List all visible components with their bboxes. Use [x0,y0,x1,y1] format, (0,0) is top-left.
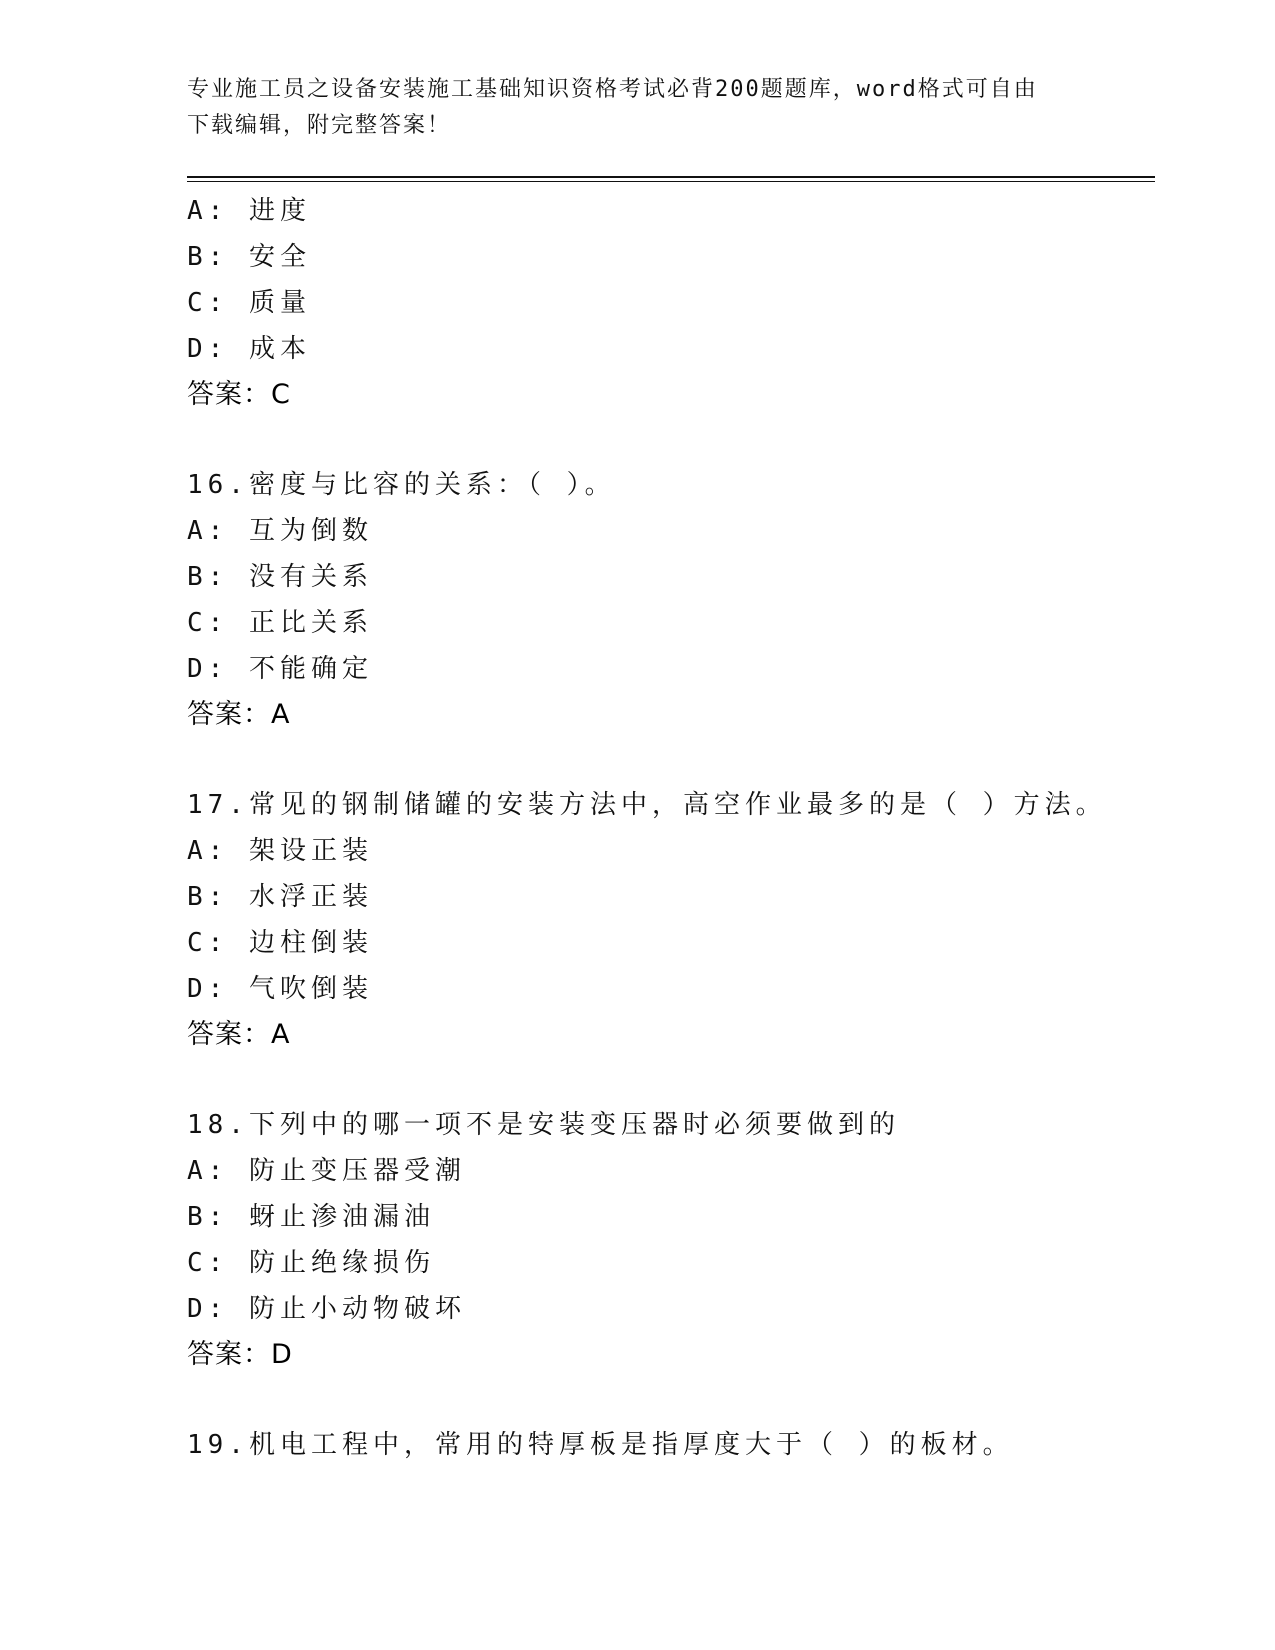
option-b: B: 水浮正装 [187,882,373,912]
option-d: D: 成本 [187,334,311,364]
option-a: A: 互为倒数 [187,516,373,546]
option-a: A: 防止变压器受潮 [187,1156,466,1186]
option-b: B: 没有关系 [187,562,373,592]
question-18 [187,1102,1187,1378]
spacer [187,418,1187,462]
option-c: C: 边柱倒装 [187,928,373,958]
question-text: 17.常见的钢制储罐的安装方法中，高空作业最多的是（ ）方法。 [187,790,1107,820]
question-text: 18.下列中的哪一项不是安装变压器时必须要做到的 [187,1110,900,1140]
spacer [187,738,1187,782]
answer: 答案：A [187,1019,291,1050]
option-a: A: 进度 [187,196,311,226]
spacer [187,1378,1187,1422]
answer: 答案：C [187,379,291,410]
header-line-1: 专业施工员之设备安装施工基础知识资格考试必背200题题库，word格式可自由 [187,77,1038,102]
question-17 [187,782,1187,1058]
option-d: D: 防止小动物破坏 [187,1294,466,1324]
option-b: B: 安全 [187,242,311,272]
option-c: C: 防止绝缘损伤 [187,1248,435,1278]
option-d: D: 不能确定 [187,654,373,684]
question-16 [187,462,1187,738]
question-text: 16.密度与比容的关系：（ ）。 [187,470,616,500]
question-text: 19.机电工程中，常用的特厚板是指厚度大于（ ）的板材。 [187,1430,1014,1460]
header-divider [187,176,1155,182]
option-d: D: 气吹倒装 [187,974,373,1004]
option-b: B: 蚜止渗油漏油 [187,1202,435,1232]
option-c: C: 质量 [187,288,311,318]
spacer [187,1058,1187,1102]
document-header [187,72,1087,144]
answer: 答案：A [187,699,291,730]
option-a: A: 架设正装 [187,836,373,866]
question-19 [187,1422,1187,1468]
answer: 答案：D [187,1339,293,1370]
question-15 [187,188,1187,418]
question-list [187,188,1187,1468]
header-line-2: 下载编辑，附完整答案！ [187,113,452,138]
option-c: C: 正比关系 [187,608,373,638]
